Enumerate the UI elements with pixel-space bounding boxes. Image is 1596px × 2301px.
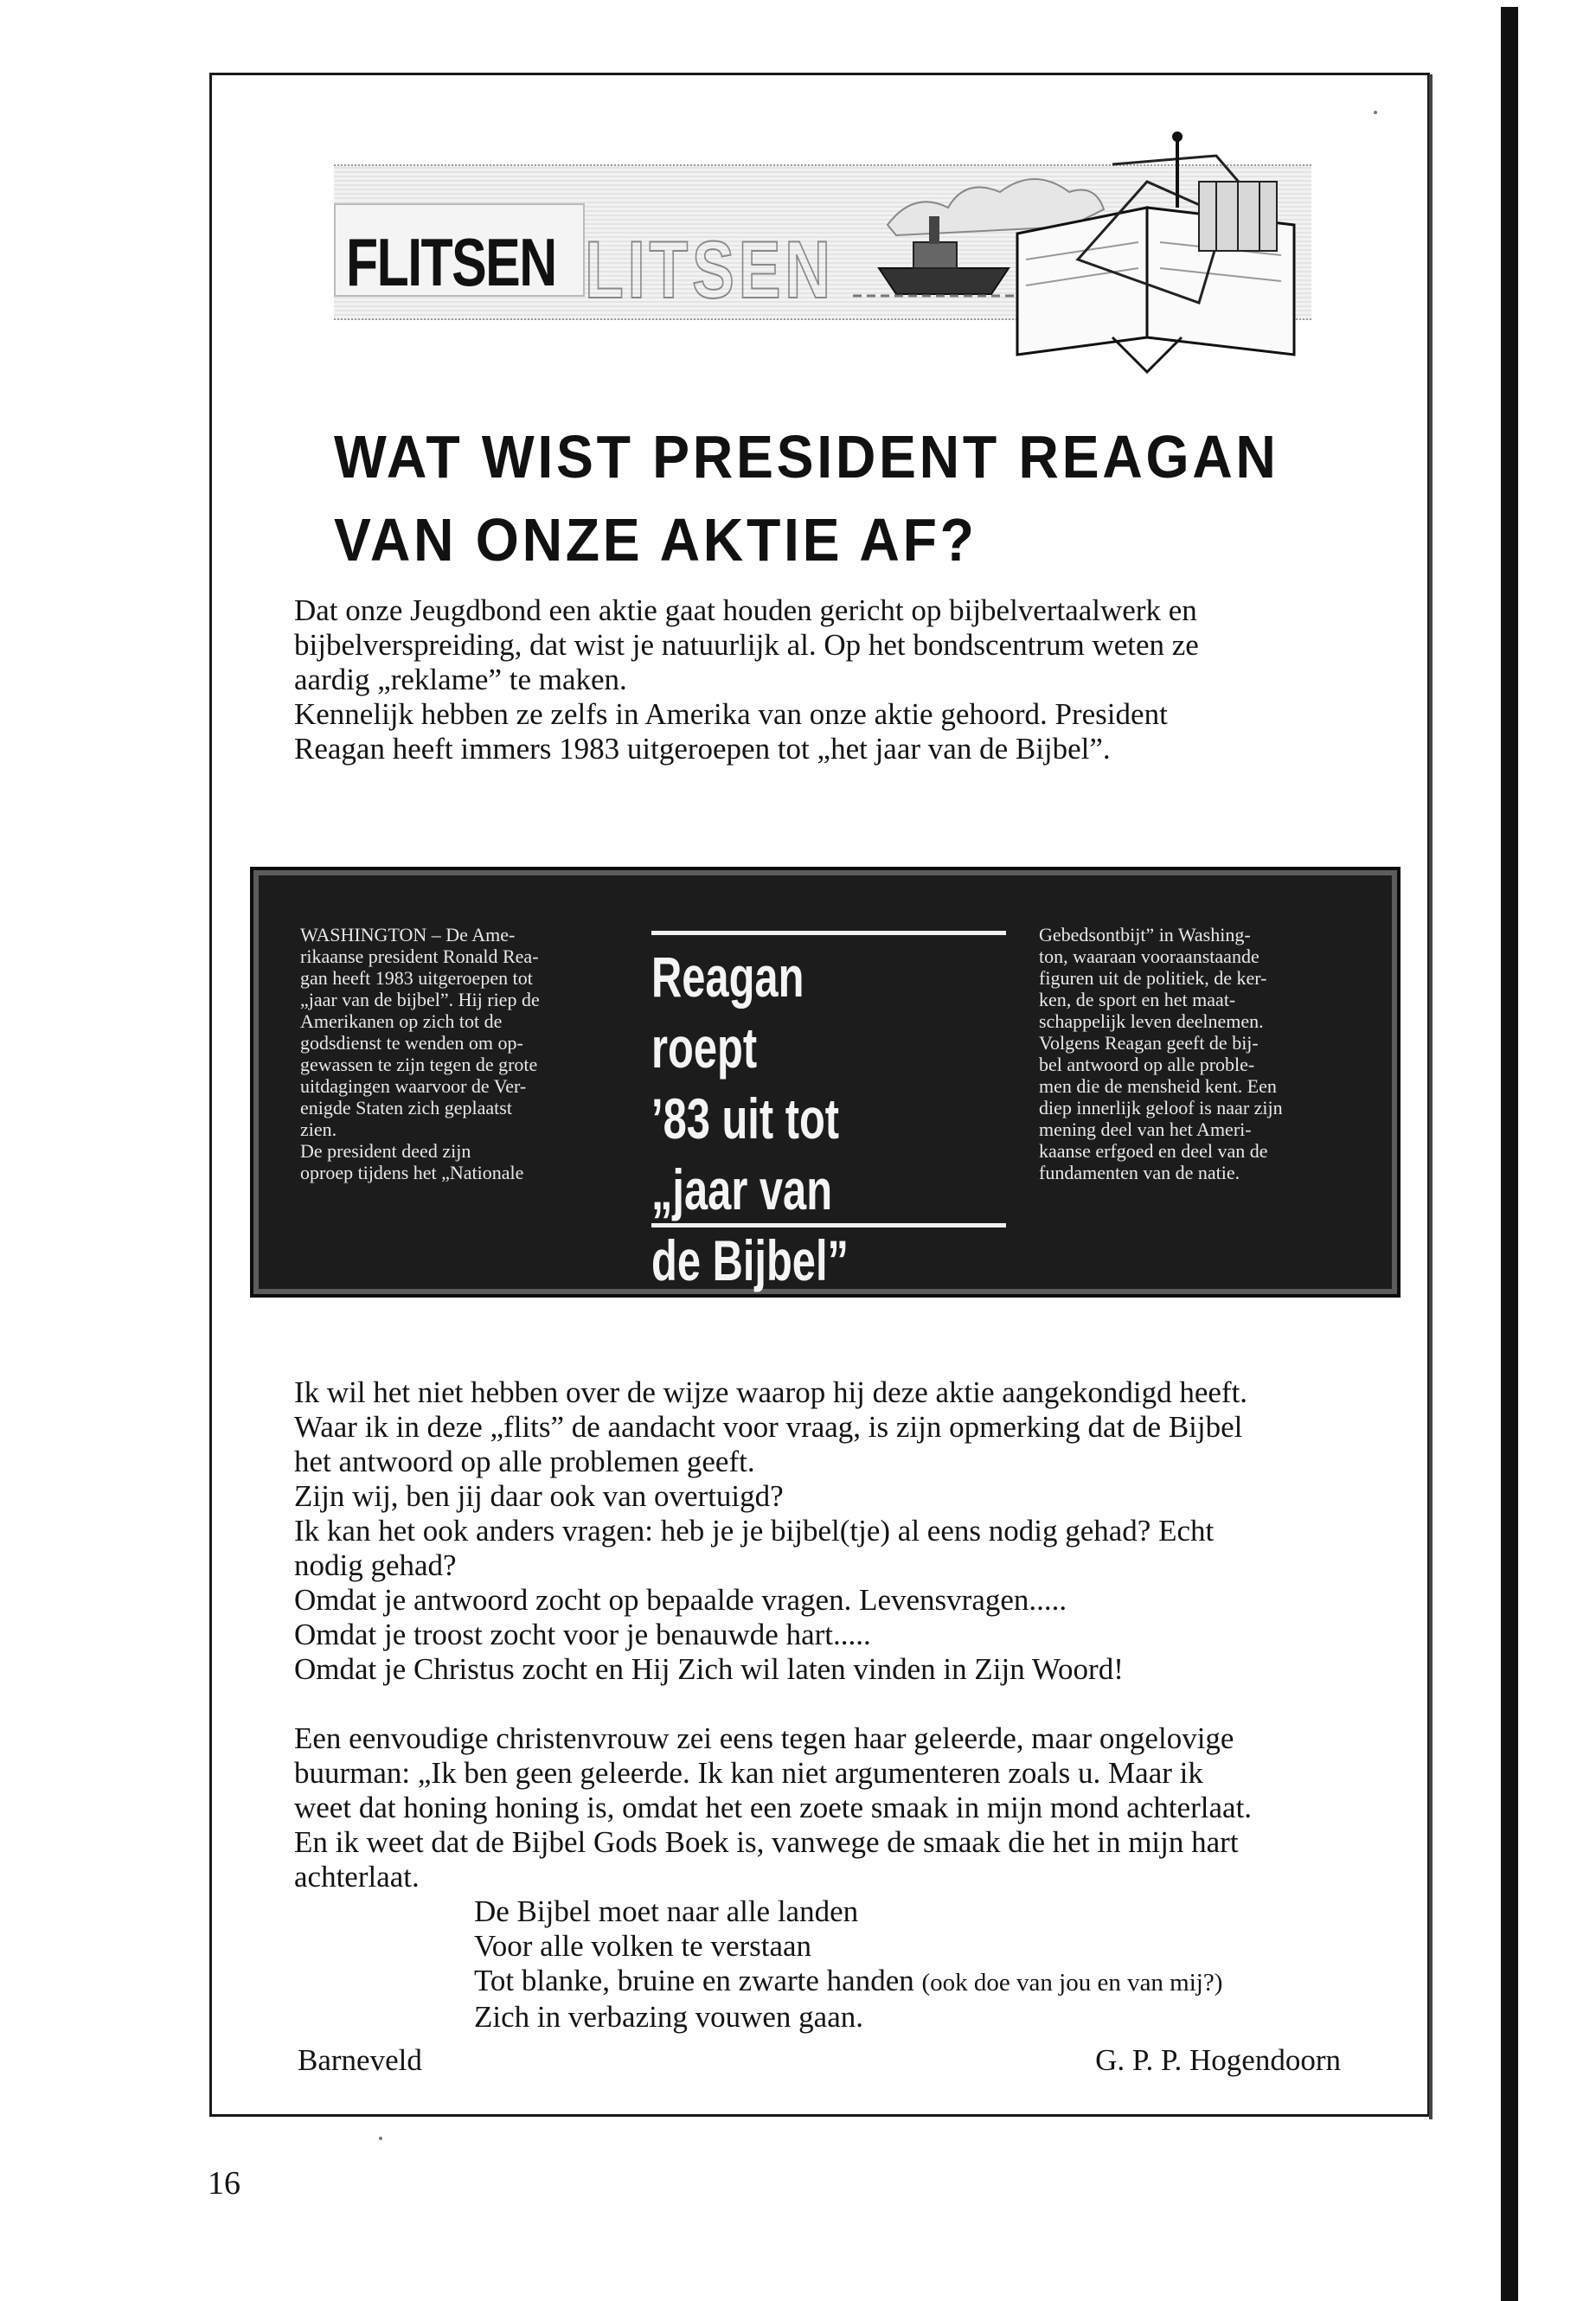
body-line: achterlaat. (294, 1860, 420, 1894)
poem (474, 1894, 1426, 2035)
flitsen-outline-text: LITSEN (585, 224, 835, 315)
body-line: Ik kan het ook anders vragen: heb je je bijbel(tje) al eens nodig gehad? Echt (294, 1514, 1215, 1548)
clipping-line: WASHINGTON – De Ame- (300, 924, 516, 945)
clipping-line: gewassen te zijn tegen de grote (300, 1054, 538, 1075)
clipping-line: schappelijk leven deelnemen. (1039, 1010, 1264, 1032)
body-line: het antwoord op alle problemen geeft. (294, 1445, 755, 1478)
headline-line: Reagan roept (651, 945, 804, 1080)
scan-speck (1374, 111, 1377, 114)
poem-line: Zich in verbazing vouwen gaan. (474, 2000, 863, 2034)
clipping-line: figuren uit de politiek, de ker- (1039, 967, 1267, 989)
body-line: Omdat je Christus zocht en Hij Zich wil laten vinden in Zijn Woord! (294, 1652, 1124, 1686)
book-ship-globe-illustration-icon (853, 130, 1311, 381)
clipping-line: Amerikanen op zich tot de (300, 1010, 503, 1032)
scan-edge-bar (1501, 7, 1518, 2301)
headline-line: „jaar van (651, 1157, 833, 1221)
page-number: 16 (208, 2165, 240, 2202)
title-line-1: WAT WIST PRESIDENT REAGAN (334, 423, 1279, 490)
clipping-line: Gebedsontbijt” in Washing- (1039, 924, 1251, 945)
intro-paragraph (294, 593, 1410, 766)
clipping-line: zien. (300, 1118, 337, 1140)
body-line: Omdat je troost zocht voor je benauwde hart..... (294, 1618, 871, 1651)
clipping-rule-bottom (651, 1223, 1006, 1227)
scan-speck (379, 2137, 382, 2140)
body-line: Ik wil het niet hebben over de wijze waarop hij deze aktie aangekondigd heeft. (294, 1375, 1248, 1409)
flitsen-banner (334, 130, 1311, 381)
clipping-line: enigde Staten zich geplaatst (300, 1097, 512, 1118)
body-line: Omdat je antwoord zocht op bepaalde vragen. Levensvragen..... (294, 1583, 1067, 1617)
clipping-line: gan heeft 1983 uitgeroepen tot (300, 967, 533, 989)
poem-line-text: Tot blanke, bruine en zwarte handen (474, 1964, 914, 1997)
body-line: nodig gehad? (294, 1548, 457, 1582)
clipping-line: ken, de sport en het maat- (1039, 989, 1236, 1010)
headline-line: ’83 uit tot (651, 1086, 840, 1150)
intro-line: Reagan heeft immers 1983 uitgeroepen tot „het jaar van de Bijbel”. (294, 732, 1111, 766)
title-line-2: VAN ONZE AKTIE AF? (334, 506, 977, 574)
signature-place: Barneveld (298, 2043, 422, 2077)
body-line: buurman: „Ik ben geen geleerde. Ik kan niet argumenteren zoals u. Maar ik (294, 1756, 1203, 1790)
clipping-rule-top (651, 931, 1006, 935)
clipping-line: fundamenten van de natie. (1039, 1162, 1240, 1183)
clipping-line: men die de mensheid kent. Een (1039, 1075, 1277, 1097)
intro-line: Dat onze Jeugdbond een aktie gaat houden gericht op bijbelvertaalwerk en (294, 593, 1197, 627)
clipping-line: oproep tijdens het „Nationale (300, 1162, 524, 1183)
clipping-line: „jaar van de bijbel”. Hij riep de (300, 989, 540, 1010)
poem-note: (ook doe van jou en van mij?) (921, 1969, 1223, 1997)
body-line: weet dat honing honing is, omdat het een zoete smaak in mijn mond achterlaat. (294, 1791, 1253, 1824)
intro-line: Kennelijk hebben ze zelfs in Amerika van onze aktie gehoord. President (294, 697, 1168, 731)
frame-shadow (1429, 74, 1433, 2119)
clipping-line: bel antwoord op alle proble- (1039, 1054, 1255, 1075)
flitsen-solid-text: FLITSEN (346, 224, 556, 300)
clipping-left-column (300, 924, 613, 1183)
clipping-line: rikaanse president Ronald Rea- (300, 945, 539, 967)
body-line: Een eenvoudige christenvrouw zei eens tegen haar geleerde, maar ongelovige (294, 1721, 1234, 1755)
body-line: Waar ik in deze „flits” de aandacht voor vraag, is zijn opmerking dat de Bijbel (294, 1410, 1243, 1444)
intro-line: bijbelverspreiding, dat wist je natuurlijk al. Op het bondscentrum weten ze (294, 628, 1199, 662)
body-line: En ik weet dat de Bijbel Gods Boek is, vanwege de smaak die het in mijn hart (294, 1825, 1239, 1859)
newspaper-clipping (250, 867, 1401, 1298)
page-title (334, 415, 1336, 581)
clipping-line: diep innerlijk geloof is naar zijn (1039, 1097, 1283, 1118)
signature-author: G. P. P. Hogendoorn (1095, 2043, 1341, 2077)
clipping-headline (651, 941, 913, 1296)
clipping-line: mening deel van het Ameri- (1039, 1118, 1252, 1140)
clipping-line: ton, waaraan vooraanstaande (1039, 945, 1259, 967)
poem-line: De Bijbel moet naar alle landen (474, 1894, 859, 1928)
clipping-line: kaanse erfgoed en deel van de (1039, 1140, 1268, 1162)
clipping-line: De president deed zijn (300, 1140, 471, 1162)
poem-line: Voor alle volken te verstaan (474, 1929, 812, 1963)
clipping-line: uitdagingen waarvoor de Ver- (300, 1075, 527, 1097)
clipping-right-column (1039, 924, 1355, 1183)
clipping-line: godsdienst te wenden om op- (300, 1032, 523, 1054)
clipping-line: Volgens Reagan geeft de bij- (1039, 1032, 1259, 1054)
article-body (294, 1375, 1410, 1894)
intro-line: aardig „reklame” te maken. (294, 663, 627, 696)
poem-line-3 (474, 1964, 1426, 2000)
body-line: Zijn wij, ben jij daar ook van overtuigd? (294, 1479, 784, 1513)
headline-line: de Bijbel” (651, 1228, 849, 1292)
